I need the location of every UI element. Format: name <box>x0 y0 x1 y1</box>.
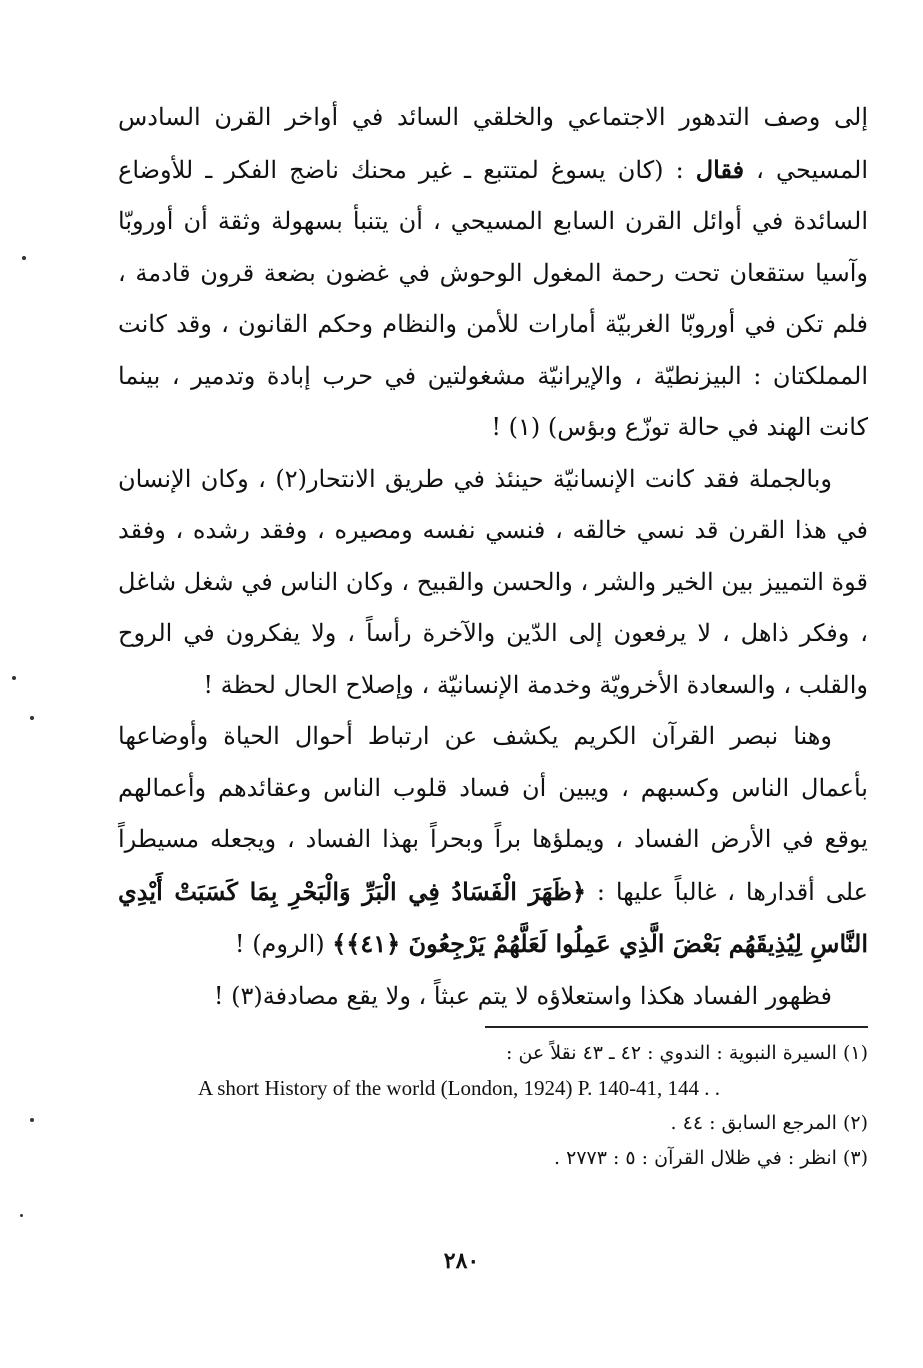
footnote-3: (٣) انظر : في ظلال القرآن : ٥ : ٢٧٧٣ . <box>554 1147 868 1169</box>
scan-speck <box>20 1214 23 1217</box>
paragraph-3 <box>118 711 868 971</box>
paragraph-1 <box>118 92 868 454</box>
paragraph-1-quote: : (كان يسوغ لمتتبع ـ غير محنك ناضج الفكر ـ للأوضاع السائدة في أوائل القرن السابع المسيحي ، أن يتنبأ بسهولة وثقة أن أوروبّا وآسيا ستقعان تحت رحمة المغول الوحوش في غضون بضعة قرون قادمة ، فلم تكن في أوروبّا الغربيّة أمارات للأمن والنظام وحكم القانون ، وقد كانت المملكتان : البيزنطيّة ، والإيرانيّة مشغولتين في حرب إبادة وتدمير ، بينما كانت الهند في حالة توزّع وبؤس) (١) ! <box>118 155 868 441</box>
footnotes <box>150 1036 868 1176</box>
quran-verse: ﴿ظَهَرَ الْفَسَادُ فِي الْبَرِّ وَالْبَحْرِ بِمَا كَسَبَتْ أَيْدِي النَّاسِ لِيُذِيقَهُم بَعْضَ الَّذِي عَمِلُوا لَعَلَّهُمْ يَرْجِعُونَ ﴿٤١﴾﴾ <box>118 876 868 958</box>
scan-speck <box>30 1118 34 1122</box>
footnote-separator <box>485 1026 868 1028</box>
scan-speck <box>22 256 26 260</box>
paragraph-1-lead: إلى وصف التدهور الاجتماعي والخلقي السائد في أواخر القرن السادس المسيحي ، <box>118 103 869 184</box>
scan-speck <box>30 716 34 720</box>
footnote-2: (٢) المرجع السابق : ٤٤ . <box>670 1112 868 1134</box>
paragraph-2: وبالجملة فقد كانت الإنسانيّة حينئذ في طريق الانتحار(٢) ، وكان الإنسان في هذا القرن قد نسي خالقه ، فنسي نفسه ومصيره ، وفقد رشده ، وفقد قوة التمييز بين الخير والشر ، والحسن والقبيح ، وكان الناس في شغل شاغل ، وفكر ذاهل ، لا يرفعون إلى الدّين والآخرة رأساً ، ولا يفكرون في الروح والقلب ، والسعادة الأخرويّة وخدمة الإنسانيّة ، وإصلاح الحال لحظة ! <box>117 464 869 699</box>
verse-citation: (الروم) ! <box>234 930 333 958</box>
footnote-1: (١) السيرة النبوية : الندوي : ٤٢ ـ ٤٣ نقلاً عن : <box>506 1042 868 1064</box>
page-number: ٢٨٠ <box>443 1248 480 1274</box>
paragraph-4: فظهور الفساد هكذا واستعلاؤه لا يتم عبثاً ، ولا يقع مصادفة(٣) ! <box>213 981 832 1010</box>
main-text <box>118 92 868 1022</box>
scan-speck <box>12 676 16 680</box>
paragraph-3-lead: وهنا نبصر القرآن الكريم يكشف عن ارتباط أحوال الحياة وأوضاعها بأعمال الناس وكسبهم ، ويبين أن فساد قلوب الناس وعقائدهم وأعمالهم يوقع في الأرض الفساد ، ويملؤها براً وبحراً بهذا الفساد ، ويجعله مسيطراً على أقدارها ، غالباً عليها : <box>118 722 869 906</box>
footnote-1-source: A short History of the world (London, 1924) P. 140-41, 144 . . <box>198 1076 721 1100</box>
paragraph-1-keyword: فقال <box>695 154 745 184</box>
